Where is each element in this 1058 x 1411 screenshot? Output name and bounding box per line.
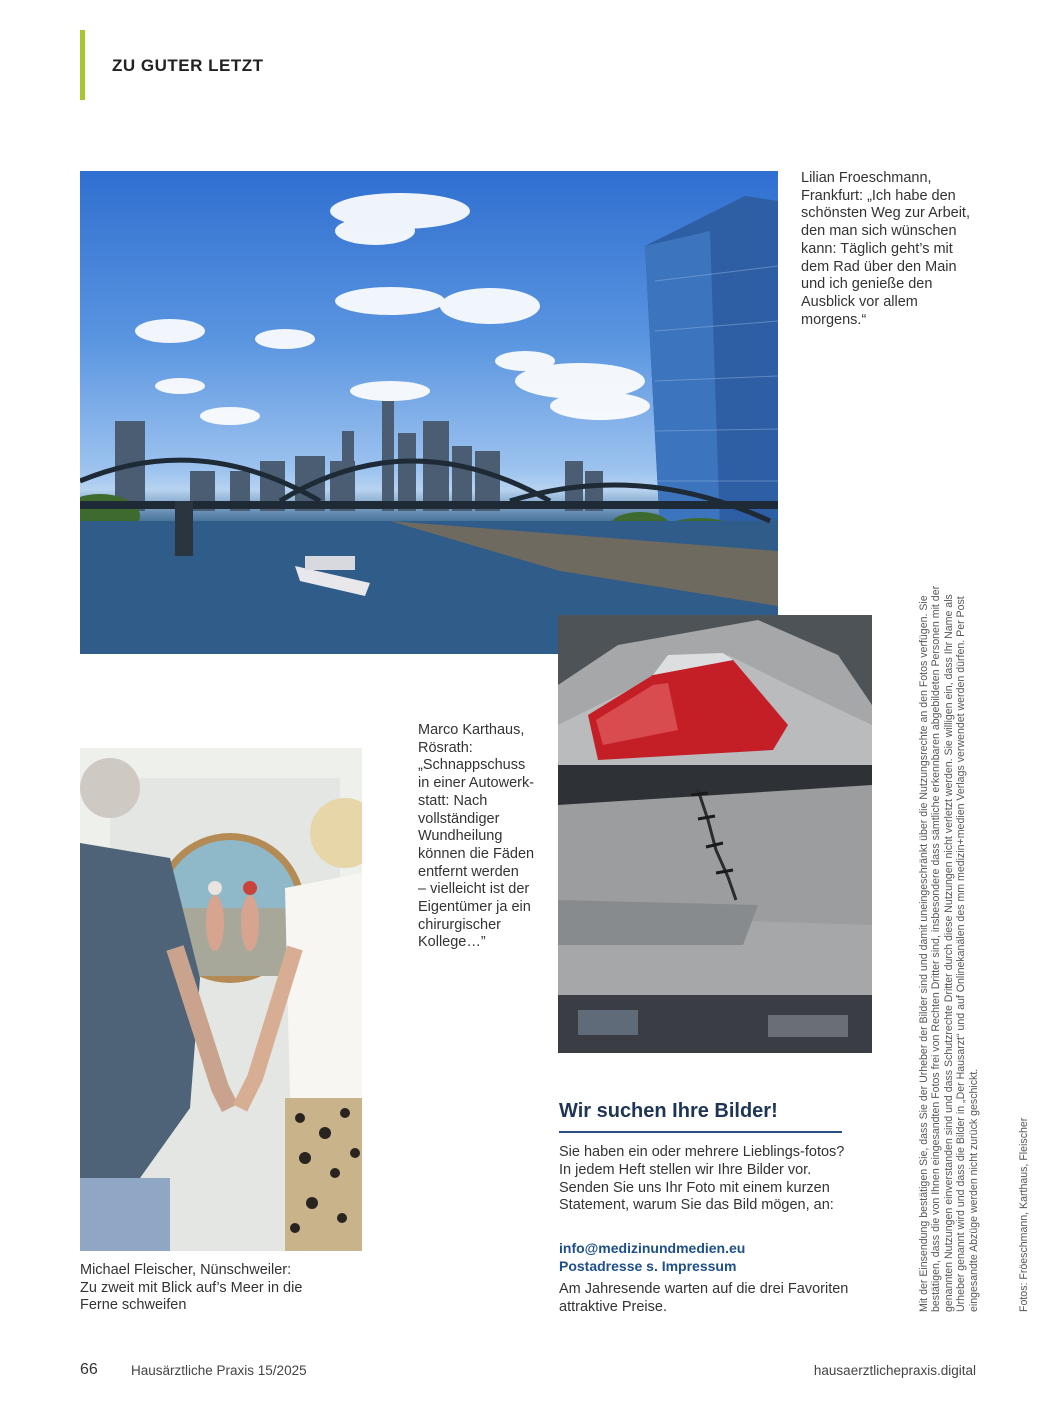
page-number: 66	[80, 1361, 98, 1378]
couple-illustration	[80, 748, 362, 1251]
callout-divider	[559, 1131, 842, 1133]
footer-website-link[interactable]: hausaerztlichepraxis.digital	[813, 1363, 976, 1378]
photo-frankfurt-skyline	[80, 171, 778, 654]
legal-note: Mit der Einsendung bestätigen Sie, dass Sie der Urheber der Bilder sind und damit uneingeschränkt über die Nutzungsrechte an den Fotos verfügen. Sie bestätigen, dass die von Ihnen eingesandten Fotos frei von Rechten Dritter sind, insbesondere dass sämtliche erkennbaren abgebildeten Personen mit der genannten Nutzungen einverstanden sind und dass Schutzrechte Dritter durch diese Nutzungen nicht verletzt werden. Sie willigen ein, dass Ihr Name als Urheber genannt wird und dass die Bilder in „Der Hausarzt“ und auf Onlinekanälen des mm medizin+medien Verlags verwendet werden dürfen. Per Post eingesandte Abzüge werden nicht zurück geschickt.	[918, 585, 980, 1312]
caption-karthaus: Marco Karthaus, Rösrath: „Schnappschuss in einer Autowerk- statt: Nach vollständiger Wundheilung können die Fäden entfernt werden – vielleicht ist der Eigentümer ja ein chirurgischer Kollege…”	[418, 722, 535, 951]
callout-closing: Am Jahresende warten auf die drei Favoriten attraktive Preise.	[559, 1281, 849, 1315]
section-accent-bar	[80, 30, 85, 100]
caption-froeschmann: Lilian Froeschmann, Frankfurt: „Ich habe den schönsten Weg zur Arbeit, den man sich wünschen kann: Täglich geht’s mit dem Rad über den Main und ich genieße den Ausblick vor allem morgens.“	[801, 170, 970, 328]
car-illustration	[558, 615, 872, 1053]
photo-couple-painting	[80, 748, 362, 1251]
photo-credit: Fotos: Fröeschmann, Karthaus, Fleischer	[1018, 1117, 1030, 1312]
photo-stitched-bumper	[558, 615, 872, 1053]
callout-title: Wir suchen Ihre Bilder!	[559, 1100, 778, 1122]
section-title: ZU GUTER LETZT	[112, 56, 264, 75]
callout-postal-note: Postadresse s. Impressum	[559, 1258, 737, 1274]
callout-body: Sie haben ein oder mehrere Lieblings-fotos? In jedem Heft stellen wir Ihre Bilder vor. Senden Sie uns Ihr Foto mit einem kurzen Statement, warum Sie das Bild mögen, an:	[559, 1144, 845, 1214]
callout-email-link[interactable]: info@medizinundmedien.eu	[559, 1240, 746, 1256]
footer-magazine: Hausärztliche Praxis 15/2025	[131, 1363, 307, 1378]
caption-fleischer: Michael Fleischer, Nünschweiler: Zu zweit mit Blick auf’s Meer in die Ferne schweifen	[80, 1262, 303, 1314]
frankfurt-illustration	[80, 171, 778, 654]
